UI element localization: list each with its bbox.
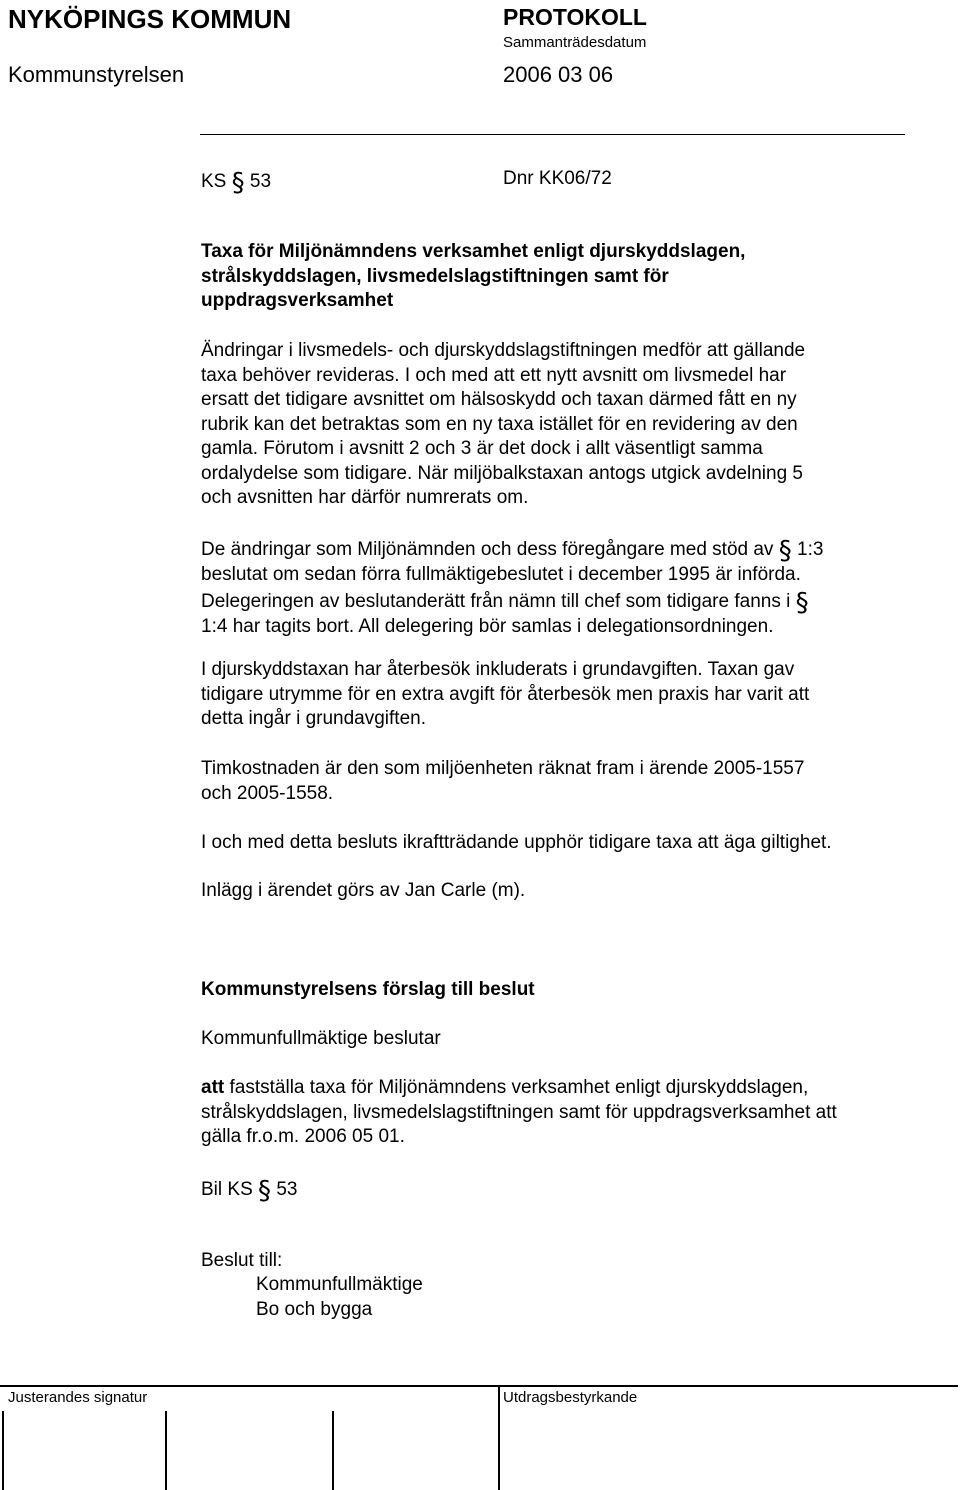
- text-line: 1:4 har tagits bort. All delegering bör samlas i delegationsordningen.: [201, 615, 774, 637]
- header-divider: [200, 134, 905, 135]
- signature-box-line: [332, 1411, 334, 1490]
- case-number: [201, 167, 272, 198]
- text-line: Ändringar i livsmedels- och djurskyddslagstiftningen medför att gällande: [201, 340, 806, 361]
- attachment-reference: [201, 1175, 298, 1206]
- signature-label: Justerandes signatur: [8, 1389, 148, 1406]
- title-line: Taxa för Miljönämndens verksamhet enligt djurskyddslagen,: [201, 241, 746, 262]
- council-line: Kommunfullmäktige beslutar: [201, 1028, 441, 1049]
- text-span: fastställa taxa för Miljönämndens verksamhet enligt djurskyddslagen,: [224, 1077, 809, 1098]
- meeting-date: 2006 03 06: [503, 62, 614, 87]
- section-symbol: §: [258, 1176, 272, 1206]
- text-span: 1:3: [797, 539, 824, 560]
- attachment-number: 53: [276, 1179, 298, 1200]
- text-line: och 2005-1558.: [201, 782, 334, 804]
- paragraph-hourly-cost: [201, 757, 921, 806]
- title-line: strålskyddslagen, livsmedelslagstiftningen samt för: [201, 265, 669, 287]
- section-symbol: §: [778, 536, 792, 566]
- proposal-heading: Kommunstyrelsens förslag till beslut: [201, 979, 535, 1000]
- paragraph-background: [201, 339, 921, 511]
- recipient: Kommunfullmäktige: [256, 1274, 423, 1295]
- paragraph-changes: [201, 535, 921, 639]
- recipient: Bo och bygga: [256, 1299, 373, 1320]
- text-line: ersatt det tidigare avsnittet om hälsoskydd och taxan därmed fått en ny: [201, 389, 797, 410]
- paragraph-contribution: [201, 879, 921, 904]
- case-prefix: KS: [201, 171, 227, 192]
- attachment-prefix: Bil KS: [201, 1179, 253, 1200]
- body-name: Kommunstyrelsen: [8, 62, 185, 87]
- case-title: [201, 240, 921, 314]
- text-line: taxa behöver revideras. I och med att ett nytt avsnitt om livsmedel har: [201, 364, 787, 386]
- certification-label: Utdragsbestyrkande: [503, 1389, 638, 1406]
- text-span: De ändringar som Miljönämnden och dess föregångare med stöd av: [201, 539, 774, 560]
- text-line: Inlägg i ärendet görs av Jan Carle (m).: [201, 880, 526, 901]
- document-type: PROTOKOLL: [503, 4, 647, 30]
- decision-text: [201, 1076, 921, 1150]
- text-line: [201, 587, 921, 618]
- text-line: gamla. Förutom i avsnitt 2 och 3 är det dock i allt väsentligt samma: [201, 438, 763, 459]
- footer-column-divider: [498, 1385, 500, 1490]
- text-line: Timkostnaden är den som miljöenheten räknat fram i ärende 2005-1557: [201, 758, 805, 779]
- text-line: strålskyddslagen, livsmedelslagstiftningen samt för uppdragsverksamhet att: [201, 1101, 837, 1123]
- text-span: Delegeringen av beslutanderätt från nämn till chef som tidigare fanns i: [201, 591, 791, 612]
- dnr: Dnr KK06/72: [503, 168, 612, 189]
- text-line: ordalydelse som tidigare. När miljöbalkstaxan antogs utgick avdelning 5: [201, 462, 803, 484]
- title-line: uppdragsverksamhet: [201, 290, 394, 311]
- section-symbol: §: [231, 168, 245, 198]
- text-line: I och med detta besluts ikraftträdande upphör tidigare taxa att äga giltighet.: [201, 832, 832, 853]
- text-line: beslutat om sedan förra fullmäktigebeslutet i december 1995 är införda.: [201, 563, 801, 585]
- paragraph-validity: [201, 831, 921, 856]
- footer-divider: [0, 1385, 958, 1387]
- date-label: Sammanträdesdatum: [503, 34, 647, 51]
- paragraph-animal-protection: [201, 658, 921, 732]
- section-symbol: §: [795, 588, 809, 618]
- text-line: [201, 1076, 921, 1101]
- organization-name: NYKÖPINGS KOMMUN: [8, 4, 292, 34]
- text-line: [201, 535, 921, 566]
- distribution-label: Beslut till:: [201, 1250, 283, 1271]
- text-line: rubrik kan det betraktas som en ny taxa istället för en revidering av den: [201, 413, 798, 435]
- att-keyword: att: [201, 1077, 225, 1098]
- text-line: gälla fr.o.m. 2006 05 01.: [201, 1126, 405, 1147]
- signature-box-line: [165, 1411, 167, 1490]
- text-line: och avsnitten har därför numrerats om.: [201, 487, 529, 508]
- signature-box-line: [2, 1411, 4, 1490]
- case-num: 53: [249, 171, 272, 192]
- text-line: I djurskyddstaxan har återbesök inkluderats i grundavgiften. Taxan gav: [201, 659, 795, 680]
- text-line: detta ingår i grundavgiften.: [201, 708, 426, 729]
- text-line: tidigare utrymme för en extra avgift för återbesök men praxis har varit att: [201, 683, 810, 705]
